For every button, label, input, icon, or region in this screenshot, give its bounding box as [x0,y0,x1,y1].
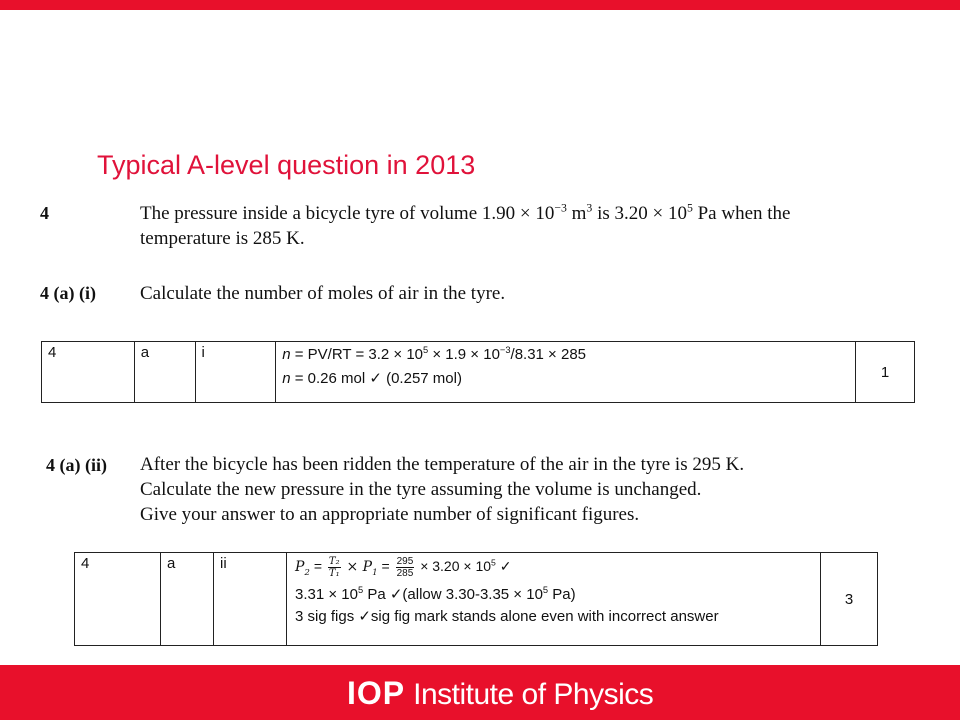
question-stem [140,201,790,251]
iop-logo-text: Institute of Physics [413,678,654,711]
ms2-answer-line-2: $3.31 \times 10^5$ Pa ✓(allow $3.30-3.35 \times 10^5$ Pa) [295,585,576,603]
ms2-equation-line: $P_2$ = $\frac{\text{T₂}}{\text{T₁}}$ × $P_1$ = $\frac{295}{285}$ × $3.20 \times 10^5$ ✓ [295,556,512,579]
part-a-i-label: 4 (a) (i) [40,283,96,303]
iop-logo [347,675,653,712]
ms-answer-line-2: n = 0.26 mol ✓ (0.257 mol) [282,370,462,387]
fraction-t2-t1: $\frac{\text{T₂}}{\text{T₁}}$ [328,556,340,579]
iop-logo-mark: IOP [347,675,406,711]
part-a-ii-label: 4 (a) (ii) [46,455,107,475]
question-number: 4 [40,203,49,223]
part-a-ii-line-1: After the bicycle has been ridden the temperature of the air in the tyre is 295 K. [140,454,745,475]
part-a-ii-line-3: Give your answer to an appropriate number of significant figures. [140,504,640,525]
top-accent-bar [0,0,960,10]
part-a-i-text: Calculate the number of moles of air in the tyre. [140,283,506,304]
ms2-cell-marks: 3 [821,553,878,646]
ms2-cell-answer [287,553,821,646]
slide-title: Typical A-level question in 2013 [97,150,476,180]
ms2-cell-subpart: ii [214,553,287,646]
question-stem-line-2: temperature is 285 K. [140,228,305,249]
mark-scheme-table-a-i [41,341,915,403]
ms-answer-line-1: $n = PV/RT = 3.2 \times 10^5 \times 1.9 \times 10^{-3}/8.31 \times 285$ [282,345,587,363]
part-a-ii-text [140,452,744,527]
ms-cell-answer [276,342,856,403]
question-stem-line-1: The pressure inside a bicycle tyre of volume $1.90 \times 10^{-3}$ $m^3$ is $3.20 \times 10^5$ Pa when the [140,201,791,224]
footer-bar [0,665,960,720]
fraction-295-285: $\frac{295}{285}$ [396,556,414,579]
mark-scheme-table-a-ii [74,552,878,646]
ms-cell-marks: 1 [856,342,915,403]
ms-cell-question: 4 [42,342,135,403]
ms-cell-subpart: i [195,342,276,403]
ms2-cell-question: 4 [75,553,161,646]
ms2-answer-line-3: 3 sig figs ✓sig fig mark stands alone even with incorrect answer [295,608,719,625]
part-a-ii-line-2: Calculate the new pressure in the tyre assuming the volume is unchanged. [140,479,702,500]
ms-cell-part: a [134,342,195,403]
ms2-cell-part: a [161,553,214,646]
